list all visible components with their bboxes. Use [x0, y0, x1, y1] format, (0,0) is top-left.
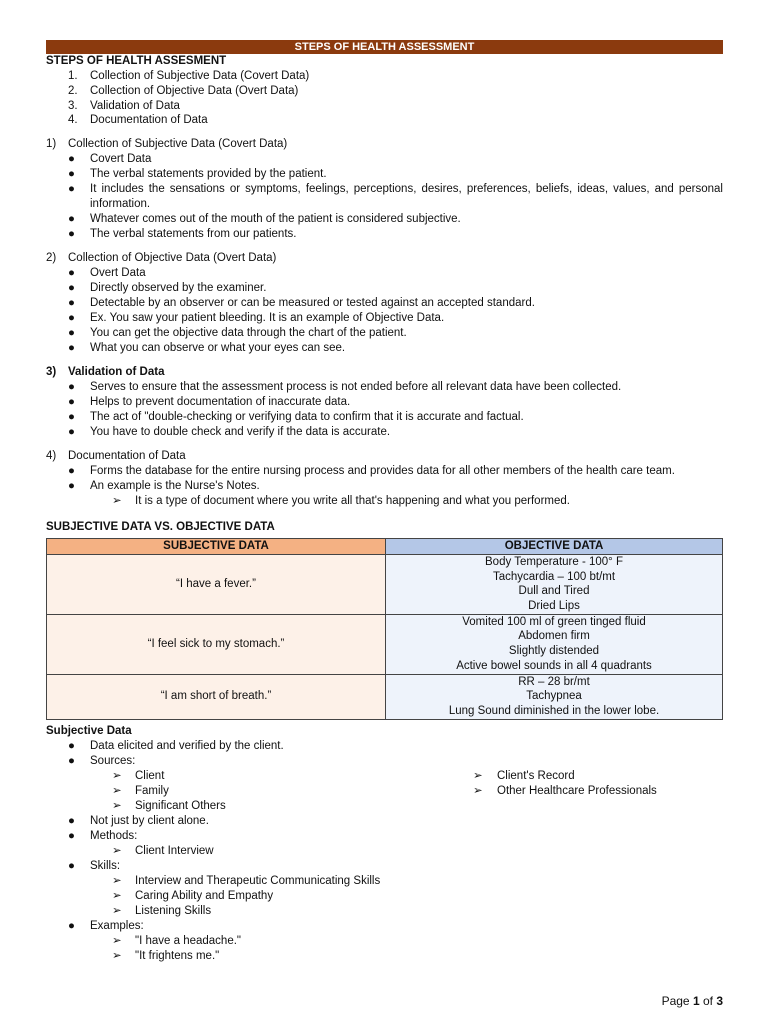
subjective-cell: “I have a fever.” — [47, 554, 386, 614]
subjective-cell: “I am short of breath.” — [47, 674, 386, 719]
section-validation — [46, 365, 723, 440]
list-item: ● The act of "double-checking or verifying data to confirm that it is accurate and factual. — [68, 411, 524, 424]
arrow-bullet-icon: ➢ — [112, 769, 122, 782]
list-item: ● Whatever comes out of the mouth of the patient is considered subjective. — [68, 213, 461, 226]
sub-list-item: ➢ Client Interview — [112, 844, 214, 857]
list-item: 4. Documentation of Data — [68, 114, 208, 127]
sources-right — [473, 769, 657, 799]
arrow-bullet-icon: ➢ — [112, 495, 122, 508]
sub-list-item: ➢ Client's Record — [473, 769, 575, 782]
objective-cell: RR – 28 br/mt Tachypnea Lung Sound diminished in the lower lobe. — [386, 674, 723, 719]
list-item: ● The verbal statements from our patients. — [68, 228, 297, 241]
steps-list — [46, 69, 723, 128]
table-row — [47, 674, 723, 719]
arrow-bullet-icon: ➢ — [473, 784, 483, 797]
section-objective-collection — [46, 251, 723, 356]
table-header-row — [47, 539, 723, 555]
list-item: 2. Collection of Objective Data (Overt Data) — [68, 84, 299, 97]
sub-list-item: ➢ Other Healthcare Professionals — [473, 784, 657, 797]
page-footer: Page 1 of 3 — [661, 994, 723, 1008]
sub-list-item: ➢ Listening Skills — [112, 904, 212, 917]
arrow-bullet-icon: ➢ — [473, 769, 483, 782]
list-item: ● Skills: — [68, 859, 121, 872]
list-item: ● The verbal statements provided by the patient. — [68, 168, 327, 181]
arrow-bullet-icon: ➢ — [112, 874, 122, 887]
section-heading: STEPS OF HEALTH ASSESMENT — [46, 55, 227, 67]
list-item: ● Serves to ensure that the assessment process is not ended before all relevant data have been collected. — [68, 381, 622, 394]
column-header-objective: OBJECTIVE DATA — [386, 539, 723, 555]
list-item: ● Directly observed by the examiner. — [68, 282, 267, 295]
section-title: 4) Documentation of Data — [46, 450, 186, 463]
list-item: ● Ex. You saw your patient bleeding. It is an example of Objective Data. — [68, 312, 445, 325]
arrow-bullet-icon: ➢ — [112, 949, 122, 962]
list-item: ● Forms the database for the entire nursing process and provides data for all other members of the health care team. — [68, 465, 675, 478]
page-number: 1 — [692, 994, 700, 1008]
list-item: ● Helps to prevent documentation of inaccurate data. — [68, 396, 351, 409]
list-item: ● It includes the sensations or symptoms, feelings, perceptions, desires, preferences, beliefs, ideas, values, and personal information. — [68, 183, 723, 211]
list-item: ● Not just by client alone. — [68, 814, 209, 827]
arrow-bullet-icon: ➢ — [112, 904, 122, 917]
list-item: ● What you can observe or what your eyes can see. — [68, 342, 346, 355]
list-item: ● You can get the objective data through the chart of the patient. — [68, 327, 407, 340]
section-title: 3) Validation of Data — [46, 366, 165, 379]
sub-list-item: ➢ "I have a headache." — [112, 934, 241, 947]
list-item: ● Examples: — [68, 919, 144, 932]
arrow-bullet-icon: ➢ — [112, 784, 122, 797]
document-page — [46, 40, 723, 964]
arrow-bullet-icon: ➢ — [112, 844, 122, 857]
title-banner: STEPS OF HEALTH ASSESSMENT — [46, 40, 723, 54]
subjective-cell: “I feel sick to my stomach.” — [47, 614, 386, 674]
section-title: 1) Collection of Subjective Data (Covert Data) — [46, 138, 288, 151]
list-item: 1. Collection of Subjective Data (Covert Data) — [68, 70, 310, 82]
section-title: 2) Collection of Objective Data (Overt Data) — [46, 252, 277, 265]
table-row — [47, 554, 723, 614]
column-header-subjective: SUBJECTIVE DATA — [47, 539, 386, 555]
list-item: ● Sources: — [68, 754, 136, 767]
sub-list-item: ➢ "It frightens me." — [112, 949, 220, 962]
sources-columns — [46, 769, 723, 814]
comparison-heading: SUBJECTIVE DATA VS. OBJECTIVE DATA — [46, 521, 275, 534]
sub-list-item: ➢ Significant Others — [112, 799, 226, 812]
sub-list-item: ➢ Caring Ability and Empathy — [112, 889, 274, 902]
list-item: ● Covert Data — [68, 153, 152, 166]
subjective-data-heading: Subjective Data — [46, 724, 132, 737]
list-item: 3. Validation of Data — [68, 99, 180, 112]
comparison-table — [46, 538, 723, 719]
sub-list-item: ➢ Interview and Therapeutic Communicating Skills — [112, 874, 381, 887]
sub-list-item: ➢ Client — [112, 769, 165, 782]
list-item: ● Methods: — [68, 829, 138, 842]
list-item: ● Data elicited and verified by the client. — [68, 739, 284, 752]
page-total: 3 — [716, 994, 723, 1008]
list-item: ● An example is the Nurse's Notes. — [68, 480, 260, 493]
arrow-bullet-icon: ➢ — [112, 889, 122, 902]
section-documentation — [46, 449, 723, 509]
list-item: ● You have to double check and verify if the data is accurate. — [68, 426, 391, 439]
sub-list-item: ➢ It is a type of document where you write all that's happening and what you performed. — [112, 495, 570, 508]
objective-cell: Vomited 100 ml of green tinged fluid Abdomen firm Slightly distended Active bowel sounds in all 4 quadrants — [386, 614, 723, 674]
sub-list-item: ➢ Family — [112, 784, 169, 797]
list-item: ● Detectable by an observer or can be measured or tested against an accepted standard. — [68, 297, 535, 310]
arrow-bullet-icon: ➢ — [112, 799, 122, 812]
table-row — [47, 614, 723, 674]
section-subjective-collection — [46, 137, 723, 242]
list-item: ● Overt Data — [68, 267, 146, 280]
objective-cell: Body Temperature - 100° F Tachycardia – 100 bt/mt Dull and Tired Dried Lips — [386, 554, 723, 614]
arrow-bullet-icon: ➢ — [112, 934, 122, 947]
